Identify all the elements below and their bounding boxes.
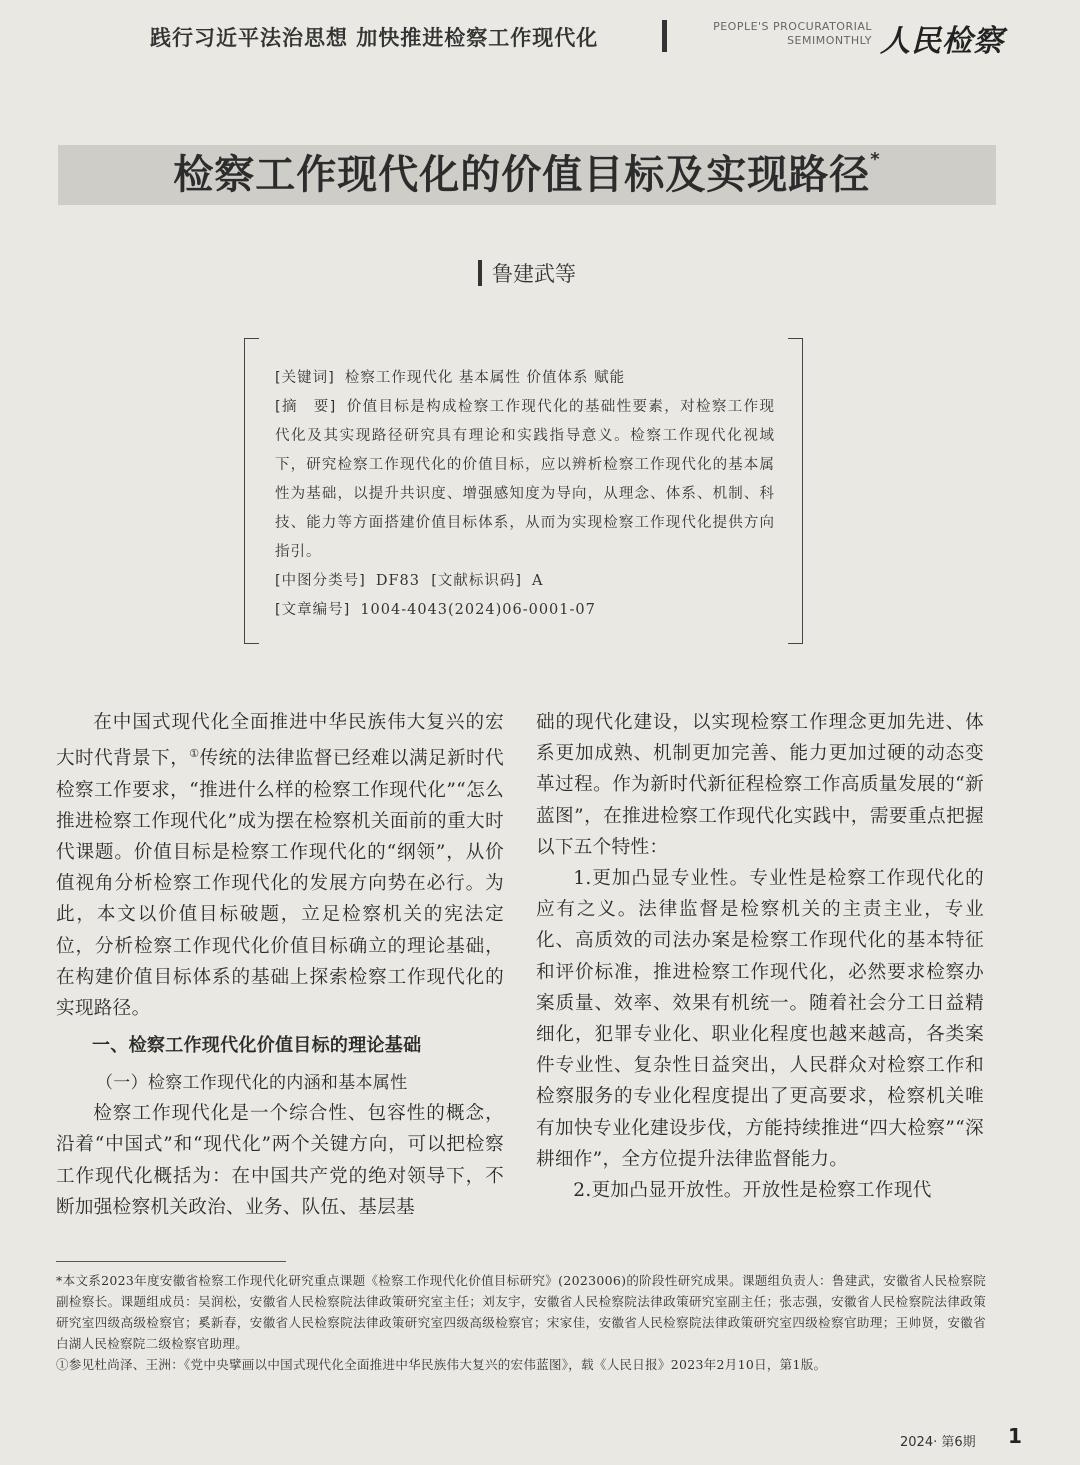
footnotes: [56, 1270, 986, 1375]
abstract-bracket-left: [244, 338, 259, 644]
keywords-label: [关键词]: [275, 370, 335, 386]
footnote-ref-1: ①: [189, 747, 200, 761]
journal-logo: 人民检察: [880, 24, 1004, 59]
header-divider: [662, 20, 667, 52]
body-paragraph: 2.更加凸显开放性。开放性是检察工作现代: [573, 1180, 932, 1202]
summary-text: 价值目标是构成检察工作现代化的基础性要素，对检察工作现代化及其实现路径研究具有理论和实践指导意义。检察工作现代化视域下，研究检察工作现代化的价值目标，应以辨析检察工作现代化的基本属性为基础，以提升共识度、增强感知度为导向，从理念、体系、机制、科技、能力等方面搭建价值目标体系，从而为实现检察工作现代化提供方向指引。: [275, 399, 775, 560]
intro-paragraph: [56, 707, 504, 1024]
title-footnote-mark: *: [870, 149, 881, 170]
body-column-left: [56, 707, 504, 1223]
section-heading-1: 一、检察工作现代化价值目标的理论基础: [92, 1035, 422, 1057]
summary-label: [摘 要]: [275, 399, 337, 415]
doc-code-label: [文献标识码]: [431, 573, 523, 589]
abstract-box: [275, 364, 775, 625]
body-paragraph: 检察工作现代化是一个综合性、包容性的概念，沿着“中国式”和“现代化”两个关键方向，可以把检察工作现代化概括为：在中国共产党的绝对领导下，不断加强检察机关政治、业务、队伍、基层基: [56, 1103, 504, 1218]
footnote-1: ①参见杜尚泽、王洲：《党中央擘画以中国式现代化全面推进中华民族伟大复兴的宏伟蓝图》，载《人民日报》2023年2月10日，第1版。: [56, 1357, 827, 1372]
article-author: 鲁建武等: [492, 262, 576, 286]
article-no-label: [文章编号]: [275, 602, 351, 618]
intro-text-a: 在中国式现代化全面推进中华民族伟大复兴的宏大时代背景下，: [56, 712, 504, 770]
body-paragraph: 1.更加凸显专业性。专业性是检察工作现代化的应有之义。法律监督是检察机关的主责主业，专业化、高质效的司法办案是检察工作现代化的基本特征和评价标准，推进检察工作现代化，必然要求检察办案质量、效率、效果有机统一。随着社会分工日益精细化，犯罪专业化、职业化程度也越来越高，各类案件专业性、复杂性日益突出，人民群众对检察工作和检察服务的专业化程度提出了更高要求，检察机关唯有加快专业化建设步伐，方能持续推进“四大检察”“深耕细作”，全方位提升法律监督能力。: [536, 868, 984, 1170]
page-number: 1: [1008, 1424, 1022, 1448]
body-paragraph: 础的现代化建设，以实现检察工作理念更加先进、体系更加成熟、机制更加完善、能力更加过硬的动态变革过程。作为新时代新征程检察工作高质量发展的“新蓝图”，在推进检察工作现代化实践中，需要重点把握以下五个特性：: [536, 712, 984, 858]
article-title: [58, 145, 996, 205]
journal-english-name: [712, 20, 872, 48]
body-column-right: [536, 707, 984, 1206]
classification-line: [275, 567, 775, 596]
clc-value: DF83: [375, 573, 420, 589]
doc-code-value: A: [532, 573, 544, 589]
article-number-line: [275, 596, 775, 625]
footnote-star: *本文系2023年度安徽省检察工作现代化研究重点课题《检察工作现代化价值目标研究》(2023006)的阶段性研究成果。课题组负责人：鲁建武，安徽省人民检察院副检察长。课题组成员：吴润松，安徽省人民检察院法律政策研究室主任；刘友宇，安徽省人民检察院法律政策研究室副主任；张志强，安徽省人民检察院法律政策研究室四级高级检察官；奚新春，安徽省人民检察院法律政策研究室四级高级检察官；宋家佳，安徽省人民检察院法律政策研究室四级检察官助理；王帅贤，安徽省白湖人民检察院二级检察官助理。: [56, 1273, 986, 1351]
author-divider: [478, 260, 482, 286]
keywords-line: [275, 364, 775, 393]
subsection-heading-1: （一）检察工作现代化的内涵和基本属性: [96, 1073, 408, 1094]
footnote-rule: [56, 1261, 286, 1262]
summary-paragraph: [275, 393, 775, 567]
journal-english-line2: SEMIMONTHLY: [787, 34, 872, 47]
clc-label: [中图分类号]: [275, 573, 366, 589]
abstract-bracket-right: [788, 338, 803, 644]
keywords-text: 检察工作现代化 基本属性 价值体系 赋能: [344, 370, 626, 386]
article-no-value: 1004-4043(2024)06-0001-07: [360, 602, 596, 618]
issue-label: 2024· 第6期: [900, 1435, 976, 1450]
journal-english-line1: PEOPLE'S PROCURATORIAL: [713, 20, 872, 33]
intro-text-b: 传统的法律监督已经难以满足新时代检察工作要求，“推进什么样的检察工作现代化”“怎么推进检察工作现代化”成为摆在检察机关面前的重大时代课题。价值目标是检察工作现代化的“纲领”，从价值视角分析检察工作现代化的发展方向势在必行。为此，本文以价值目标破题，立足检察机关的宪法定位，分析检察工作现代化价值目标确立的理论基础，在构建价值目标体系的基础上探索检察工作现代化的实现路径。: [56, 748, 504, 1020]
header-slogan: 践行习近平法治思想 加快推进检察工作现代化: [150, 26, 599, 50]
article-title-text: 检察工作现代化的价值目标及实现路径: [173, 152, 871, 198]
